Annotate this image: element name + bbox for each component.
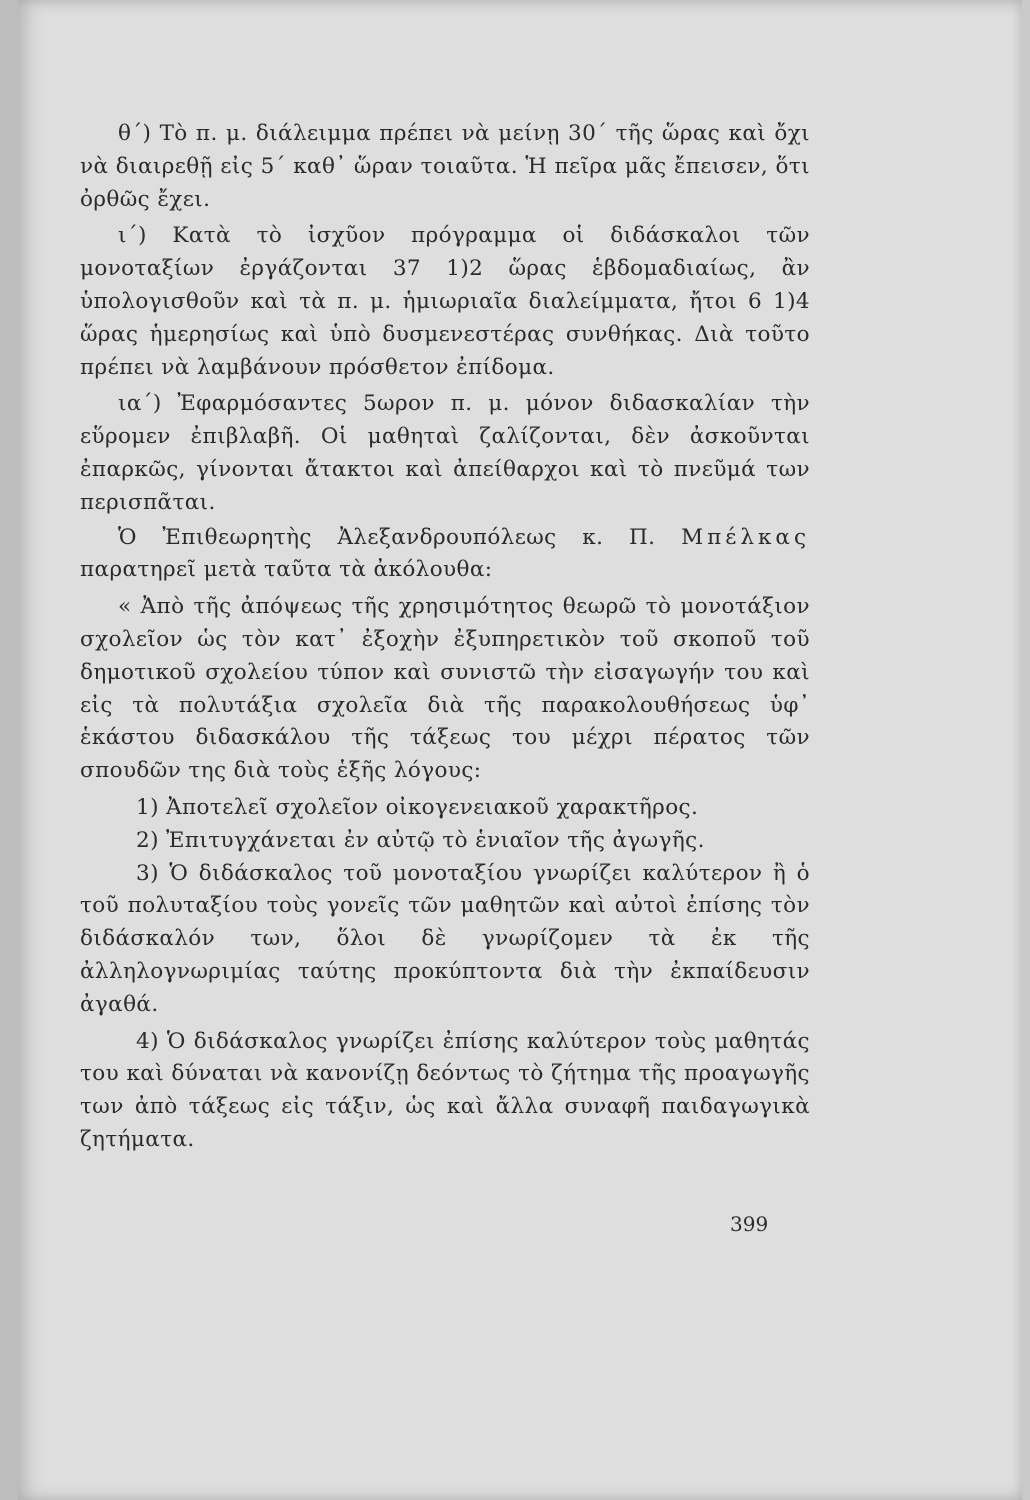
scan-margin [0,0,18,1500]
list-item-1: 1) Ἀποτελεῖ σχολεῖον οἰκογενειακοῦ χαρακτῆρος. [136,794,699,820]
page-body [80,118,810,1157]
quote-paragraph: « Ἀπὸ τῆς ἀπόψεως τῆς χρησιμότητος θεωρῶ τὸ μονοτάξιον σχολεῖον ὡς τὸν κατ᾽ ἐξοχὴν ἐξυπηρετικὸν τοῦ σκοποῦ τοῦ δημοτικοῦ σχολείου τύπον καὶ συνιστῶ τὴν εἰσαγωγήν του καὶ εἰς τὰ πολυτάξια σχολεῖα διὰ τῆς παρακολουθήσεως ὑφ᾽ ἑκάστου διδασκάλου τῆς τάξεως του μέχρι πέρατος τῶν σπουδῶν της διὰ τοὺς ἑξῆς λόγους: [80,594,810,784]
list-item-4: 4) Ὁ διδάσκαλος γνωρίζει ἐπίσης καλύτερον τοὺς μαθητάς του καὶ δύναται νὰ κανονίζῃ δεόντως τὸ ζήτημα τῆς προαγωγῆς των ἀπὸ τάξεως εἰς τάξιν, ὡς καὶ ἄλλα συναφῆ παιδαγωγικὰ ζητήματα. [80,1028,810,1152]
list-item-3: 3) Ὁ διδάσκαλος τοῦ μονοταξίου γνωρίζει καλύτερον ἢ ὁ τοῦ πολυταξίου τοὺς γονεῖς τῶν μαθητῶν καὶ αὐτοὶ ἐπίσης τὸν διδάσκαλόν των, ὅλοι δὲ γνωρίζομεν τὰ ἐκ τῆς ἀλληλογνωριμίας ταύτης προκύπτοντα διὰ τὴν ἐκπαίδευσιν ἀγαθά. [80,860,810,1017]
paragraph-theta: θ΄) Τὸ π. μ. διάλειμμα πρέπει νὰ μείνῃ 30΄ τῆς ὥρας καὶ ὄχι νὰ διαιρεθῇ εἰς 5΄ καθ᾽ ὥραν τοιαῦτα. Ἡ πεῖρα μᾶς ἔπεισεν, ὅτι ὀρθῶς ἔχει. [80,121,810,212]
page-number: 399 [730,1212,769,1236]
inspector-intro-before: Ὁ Ἐπιθεωρητὴς Ἀλεξανδρουπόλεως κ. Π. [118,524,656,550]
inspector-intro [80,522,810,588]
paragraph-iota: ι΄) Κατὰ τὸ ἰσχῦον πρόγραμμα οἱ διδάσκαλοι τῶν μονοταξίων ἐργάζονται 37 1)2 ὥρας ἑβδομαδιαίως, ἂν ὑπολογισθοῦν καὶ τὰ π. μ. ἡμιωριαῖα διαλείμματα, ἤτοι 6 1)4 ὥρας ἡμερησίως καὶ ὑπὸ δυσμενεστέρας συνθήκας. Διὰ τοῦτο πρέπει νὰ λαμβάνουν πρόσθετον ἐπίδομα. [80,223,810,380]
inspector-intro-after: παρατηρεῖ μετὰ ταῦτα τὰ ἀκόλουθα: [80,557,493,583]
paragraph-iota-alpha: ια΄) Ἐφαρμόσαντες 5ωρον π. μ. μόνον διδασκαλίαν τὴν εὕρομεν ἐπιβλαβῆ. Οἱ μαθηταὶ ζαλίζονται, δὲν ἀσκοῦνται ἐπαρκῶς, γίνονται ἄτακτοι καὶ ἀπείθαρχοι καὶ τὸ πνεῦμά των περισπᾶται. [80,391,810,515]
inspector-name: Μπέλκας [681,524,810,550]
book-page [18,0,1022,1500]
list-item-2: 2) Ἐπιτυγχάνεται ἐν αὐτῷ τὸ ἑνιαῖον τῆς ἀγωγῆς. [136,827,705,853]
